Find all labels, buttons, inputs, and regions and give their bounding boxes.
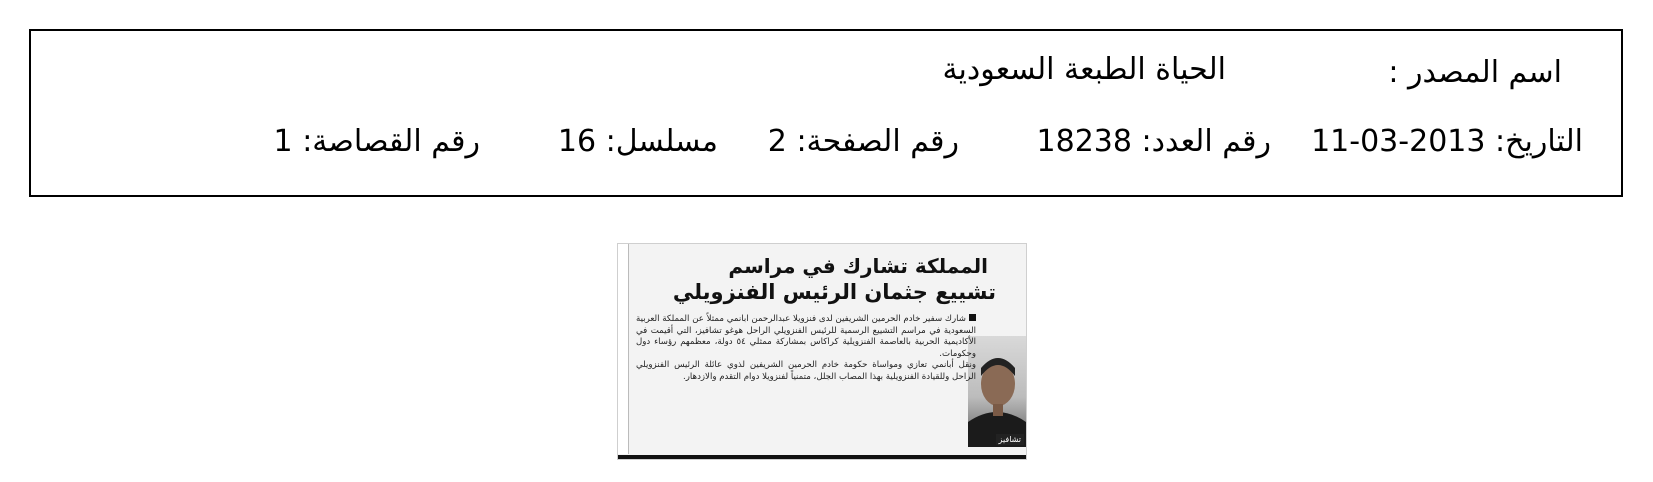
clipping-value: 1 (273, 124, 293, 159)
serial-label: مسلسل: (605, 124, 718, 159)
clipping-bottom-rule (618, 455, 1026, 459)
photo-caption: تشافيز (996, 434, 1024, 445)
newspaper-clipping (617, 243, 1027, 460)
clipping-headline-line2: تشييع جثمان الرئيس الفنزويلي (672, 280, 996, 304)
issue-field (1036, 124, 1271, 159)
clipping-body (636, 314, 976, 384)
clipping-headline-line1: المملكة تشارك في مراسم (728, 254, 988, 278)
clipping-field (273, 124, 480, 159)
page-field (767, 124, 959, 159)
date-value: 2013-03-11 (1311, 124, 1486, 159)
portrait-icon (968, 336, 1026, 447)
source-info-box (29, 29, 1623, 197)
serial-value: 16 (557, 124, 597, 159)
issue-value: 18238 (1036, 124, 1132, 159)
clipping-paragraph-text: شارك سفير خادم الحرمين الشريفين لدى فنزويلا عبدالرحمن ابانمي ممثلاً عن المملكة العربية السعودية في مراسم التشييع الرسمية للرئيس الفنزويلي الراحل هوغو تشافيز، التي أقيمت في الأكاديمية الحربية بالعاصمة الفنزويلية كراكاس بمشاركة ممثلي ٥٤ دولة، معظمهم رؤساء دول وحكومات. (636, 314, 976, 359)
issue-label: رقم العدد: (1141, 124, 1271, 159)
clipping-paragraph (636, 314, 976, 360)
chavez-photo (968, 336, 1026, 447)
serial-field (557, 124, 718, 159)
date-label: التاريخ: (1495, 124, 1583, 159)
clipping-label: رقم القصاصة: (302, 124, 480, 159)
clipping-paragraph: ونقل أبانمي تعازي ومواساة حكومة خادم الحرمين الشريفين لذوي عائلة الرئيس الفنزويلي الراحل وللقيادة الفنزويلية بهذا المصاب الجلل، متمنياً لفنزويلا دوام التقدم والازدهار. (636, 360, 976, 382)
date-field (1311, 124, 1583, 159)
bullet-icon (969, 314, 976, 321)
page-label: رقم الصفحة: (796, 124, 959, 159)
clipping-margin (618, 244, 629, 454)
source-value: الحياة الطبعة السعودية (942, 52, 1226, 87)
source-label: اسم المصدر : (1388, 55, 1562, 90)
page-value: 2 (767, 124, 787, 159)
